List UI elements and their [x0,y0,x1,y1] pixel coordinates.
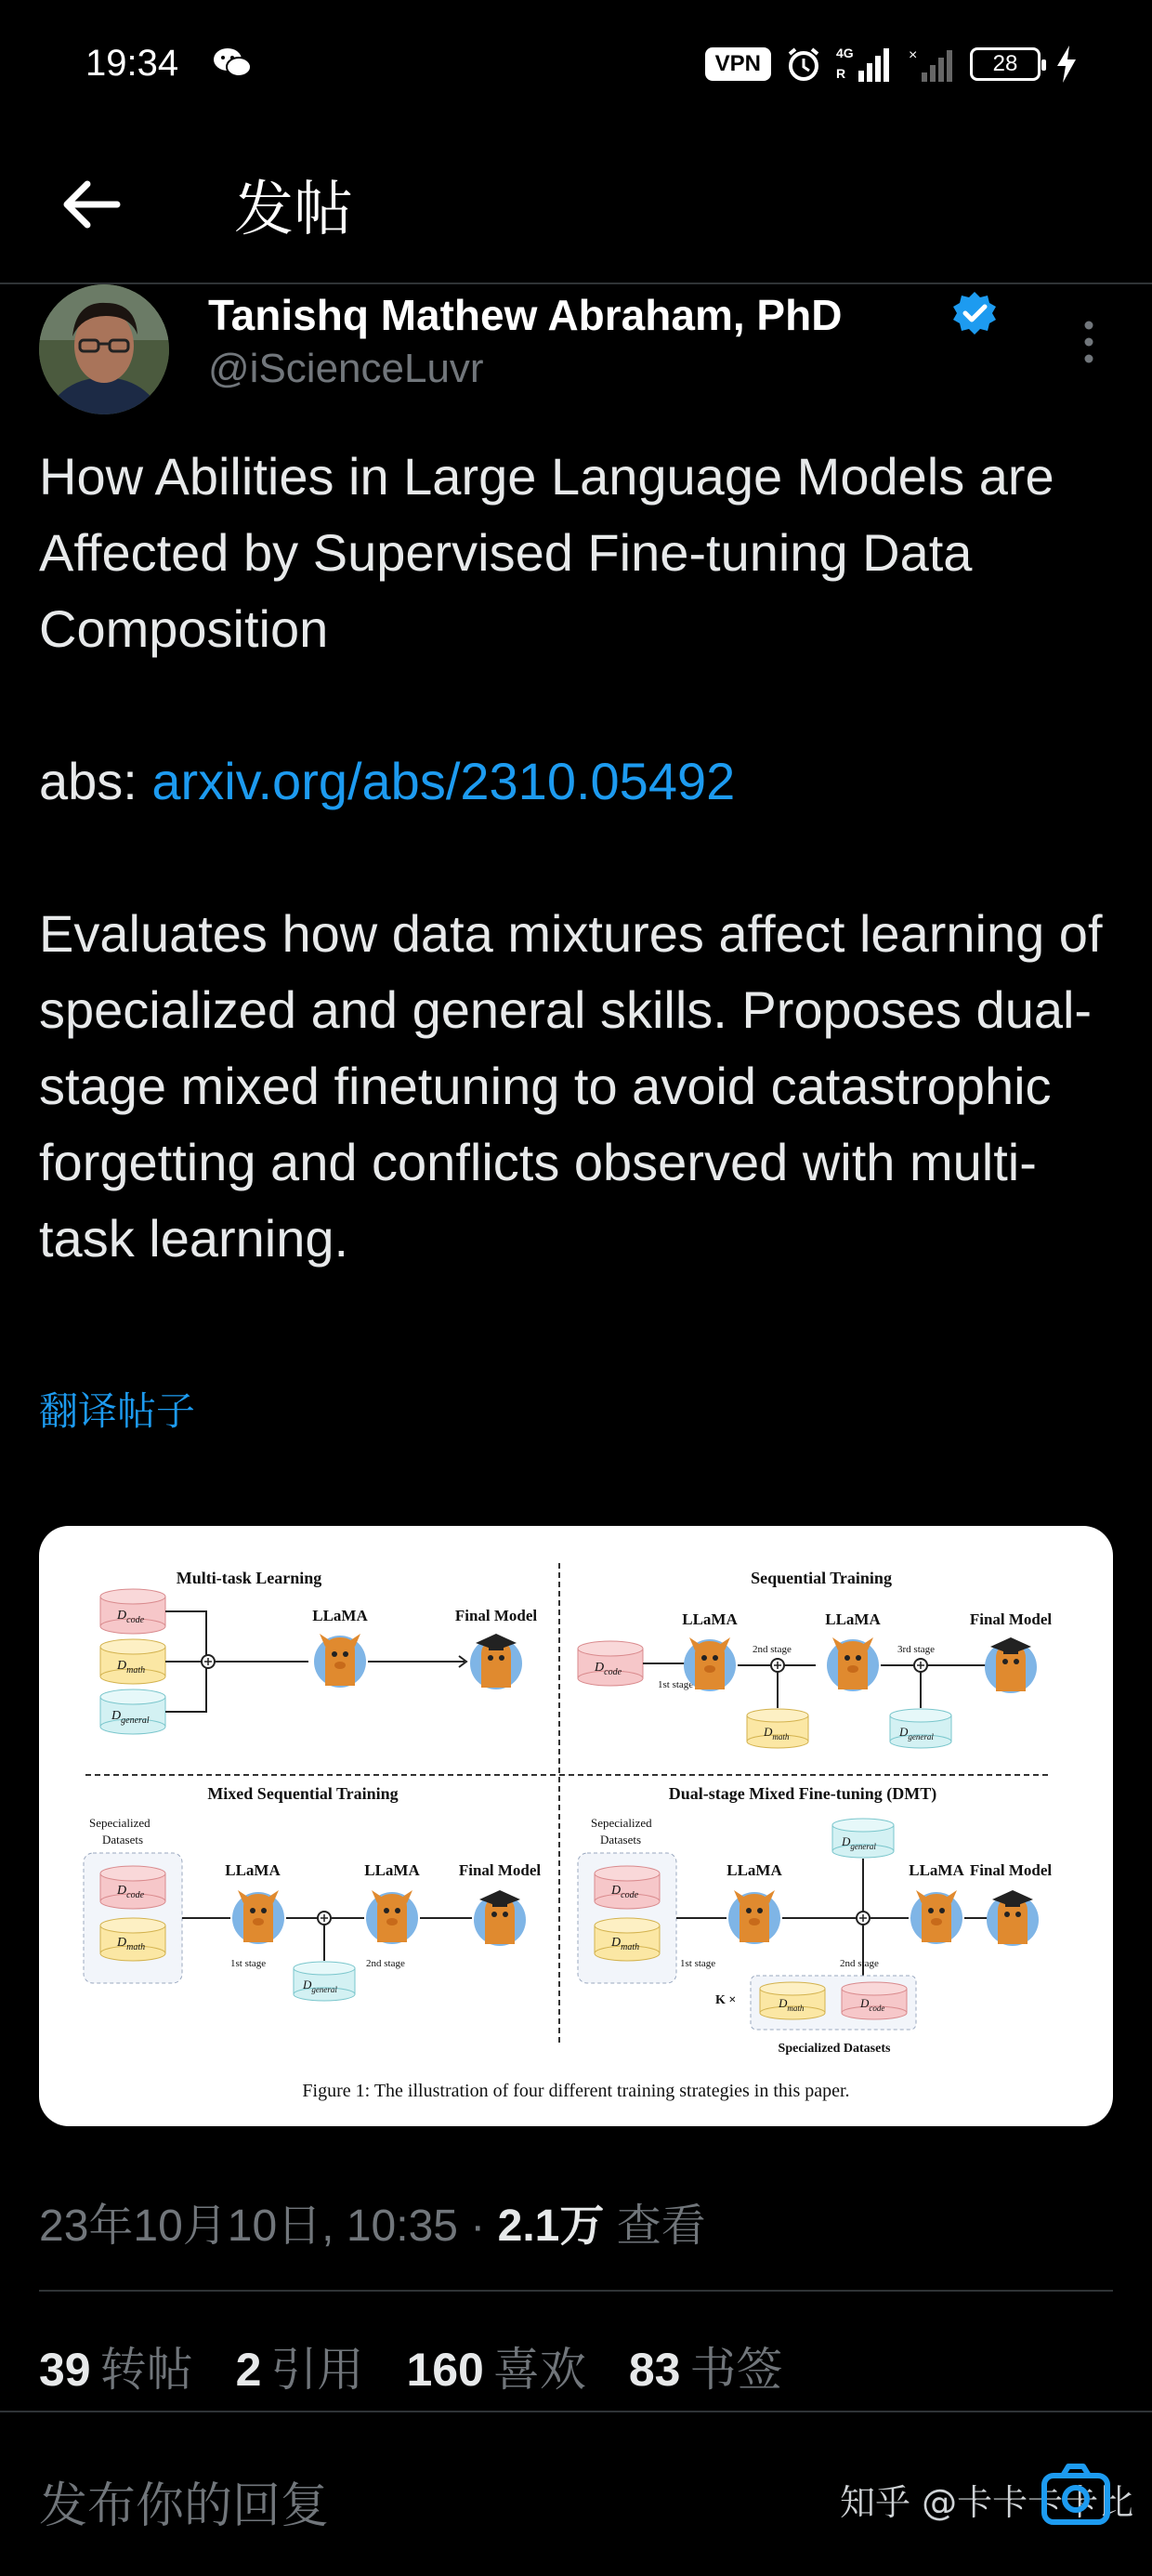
watermark: 知乎 @卡卡卡卡比 [840,2482,1134,2523]
svg-text:Dmath: $D_{math}$ [117,1936,146,1952]
q3-d-code-cylinder [100,1866,165,1909]
q1-final-model-label: Final Model [454,1607,538,1624]
q3-stage2: 2nd stage [366,1958,405,1969]
svg-text:Dgeneral: $D_{general}$ [111,1709,150,1726]
back-arrow-icon[interactable] [56,167,130,242]
training-strategies-figure [39,1526,1113,2126]
abs-prefix: abs: [39,752,152,810]
avatar[interactable] [39,284,169,414]
q3-llama2: LLaMA [364,1861,420,1879]
svg-text:Dgeneral: $D_{general}$ [899,1725,934,1741]
svg-text:Dmath: $D_{math}$ [117,1659,146,1676]
divider [0,2411,1152,2412]
q4-spec-label2: Datasets [600,1833,642,1847]
svg-text:Dmath: $D_{math}$ [764,1725,790,1741]
q2-llama1: LLaMA [682,1610,738,1628]
svg-text:Dgeneral: $D_{general}$ [303,1978,337,1994]
q4-llama2: LLaMA [909,1861,964,1879]
q2-stage3: 3rd stage [897,1644,936,1655]
q4-d-code-cylinder [595,1866,660,1909]
status-bar [0,0,1152,139]
svg-text:Dcode: $D_{code}$ [611,1884,639,1900]
verified-badge-icon [951,290,998,336]
q3-final-model: Final Model [458,1861,542,1879]
q4-stage2: 2nd stage [840,1958,879,1969]
stat-reposts[interactable]: 39 转帖 [39,2343,193,2397]
charging-icon [1055,46,1078,83]
q2-d-math-cylinder [747,1709,808,1748]
vpn-badge: VPN [705,47,771,81]
q2-d-code-cylinder [578,1641,643,1686]
signal-4g-icon [836,45,894,84]
post-title-text: How Abilities in Large Language Models are Affected by Supervised Fine-tuning Data Composition [39,447,1054,658]
q2-d-general-cylinder [890,1709,951,1748]
figure-caption: Figure 1: The illustration of four different training strategies in this paper. [302,2081,850,2101]
q3-llama1: LLaMA [225,1861,281,1879]
q2-stage1: 1st stage [658,1679,694,1690]
svg-text:4G: 4G [836,46,854,60]
q4-k-d-math [760,1982,825,2019]
svg-text:Dgeneral: $D_{general}$ [842,1834,876,1851]
more-options-icon[interactable] [1070,314,1107,370]
stat-bookmarks[interactable]: 83 书签 [628,2343,783,2397]
q3-d-math-cylinder [100,1918,165,1961]
q2-final-model: Final Model [969,1610,1053,1628]
q3-spec-label1: Sepecialized [89,1816,151,1830]
arxiv-link[interactable]: arxiv.org/abs/2310.05492 [151,752,736,810]
post-body [39,439,1126,1277]
q4-llama1: LLaMA [727,1861,782,1879]
reply-input[interactable]: 发布你的回复 [39,2478,330,2534]
author-name[interactable]: Tanishq Mathew Abraham, PhD [208,291,843,339]
post-date: 23年10月10日, 10:35 · [39,2201,498,2251]
q1-d-math-cylinder [100,1639,165,1684]
divider [39,2290,1113,2292]
alarm-icon [786,46,821,82]
svg-text:Dcode: $D_{code}$ [860,1996,885,2013]
q3-d-general-cylinder [294,1962,355,2001]
author-handle[interactable]: @iScienceLuvr [208,346,484,391]
signal-x-icon [909,45,955,84]
svg-text:Dcode: $D_{code}$ [117,1609,145,1625]
translate-post-link[interactable]: 翻译帖子 [39,1388,196,1434]
svg-text:Dcode: $D_{code}$ [117,1884,145,1900]
q3-stage1: 1st stage [230,1958,267,1969]
status-icons [705,41,1078,87]
battery-icon: 28 [970,47,1041,81]
q4-d-math-cylinder [595,1918,660,1961]
svg-text:Dcode: $D_{code}$ [595,1661,622,1677]
q4-title: Dual-stage Mixed Fine-tuning (DMT) [668,1784,937,1803]
q1-d-general-cylinder [100,1689,165,1734]
q4-stage1: 1st stage [680,1958,716,1969]
q4-k-d-code [842,1982,907,2019]
q1-d-code-cylinder [100,1589,165,1634]
q3-title: Mixed Sequential Training [207,1784,399,1803]
post-image[interactable] [39,1526,1113,2126]
views-label: 查看 [604,2201,706,2251]
stat-quotes[interactable]: 2 引用 [235,2343,364,2397]
post-summary-text: Evaluates how data mixtures affect learning of specialized and general skills. Proposes dual-stage mixed finetuning to avoid catastrophic forgetting and conflicts observed with multi-task learning. [39,904,1103,1268]
q2-llama2: LLaMA [825,1610,881,1628]
q2-stage2: 2nd stage [753,1644,792,1655]
q4-final-model: Final Model [969,1861,1053,1879]
q4-spec-label1: Sepecialized [591,1816,652,1830]
q4-bottom-label: Specialized Datasets [778,2042,891,2056]
svg-text:×: × [909,47,918,63]
post-meta [39,2189,706,2254]
top-bar [0,139,1152,284]
q1-llama-label: LLaMA [312,1607,368,1624]
abs-line [39,743,1126,820]
q2-title: Sequential Training [751,1569,892,1587]
q4-d-general-cylinder [832,1819,894,1858]
q4-k-times: K × [715,1993,737,2007]
svg-text:R: R [836,66,846,81]
q3-spec-label2: Datasets [102,1833,144,1847]
engagement-stats [39,2333,783,2399]
camera-icon[interactable] [1039,2461,1113,2528]
svg-text:Dmath: $D_{math}$ [779,1996,805,2013]
q1-title: Multi-task Learning [176,1569,322,1587]
avatar-image [39,284,169,414]
svg-text:Dmath: $D_{math}$ [611,1936,640,1952]
views-count: 2.1万 [497,2201,605,2251]
page-title: 发帖 [234,176,353,244]
wechat-icon [212,46,253,80]
stat-likes[interactable]: 160 喜欢 [406,2343,586,2397]
status-time: 19:34 [85,43,179,84]
